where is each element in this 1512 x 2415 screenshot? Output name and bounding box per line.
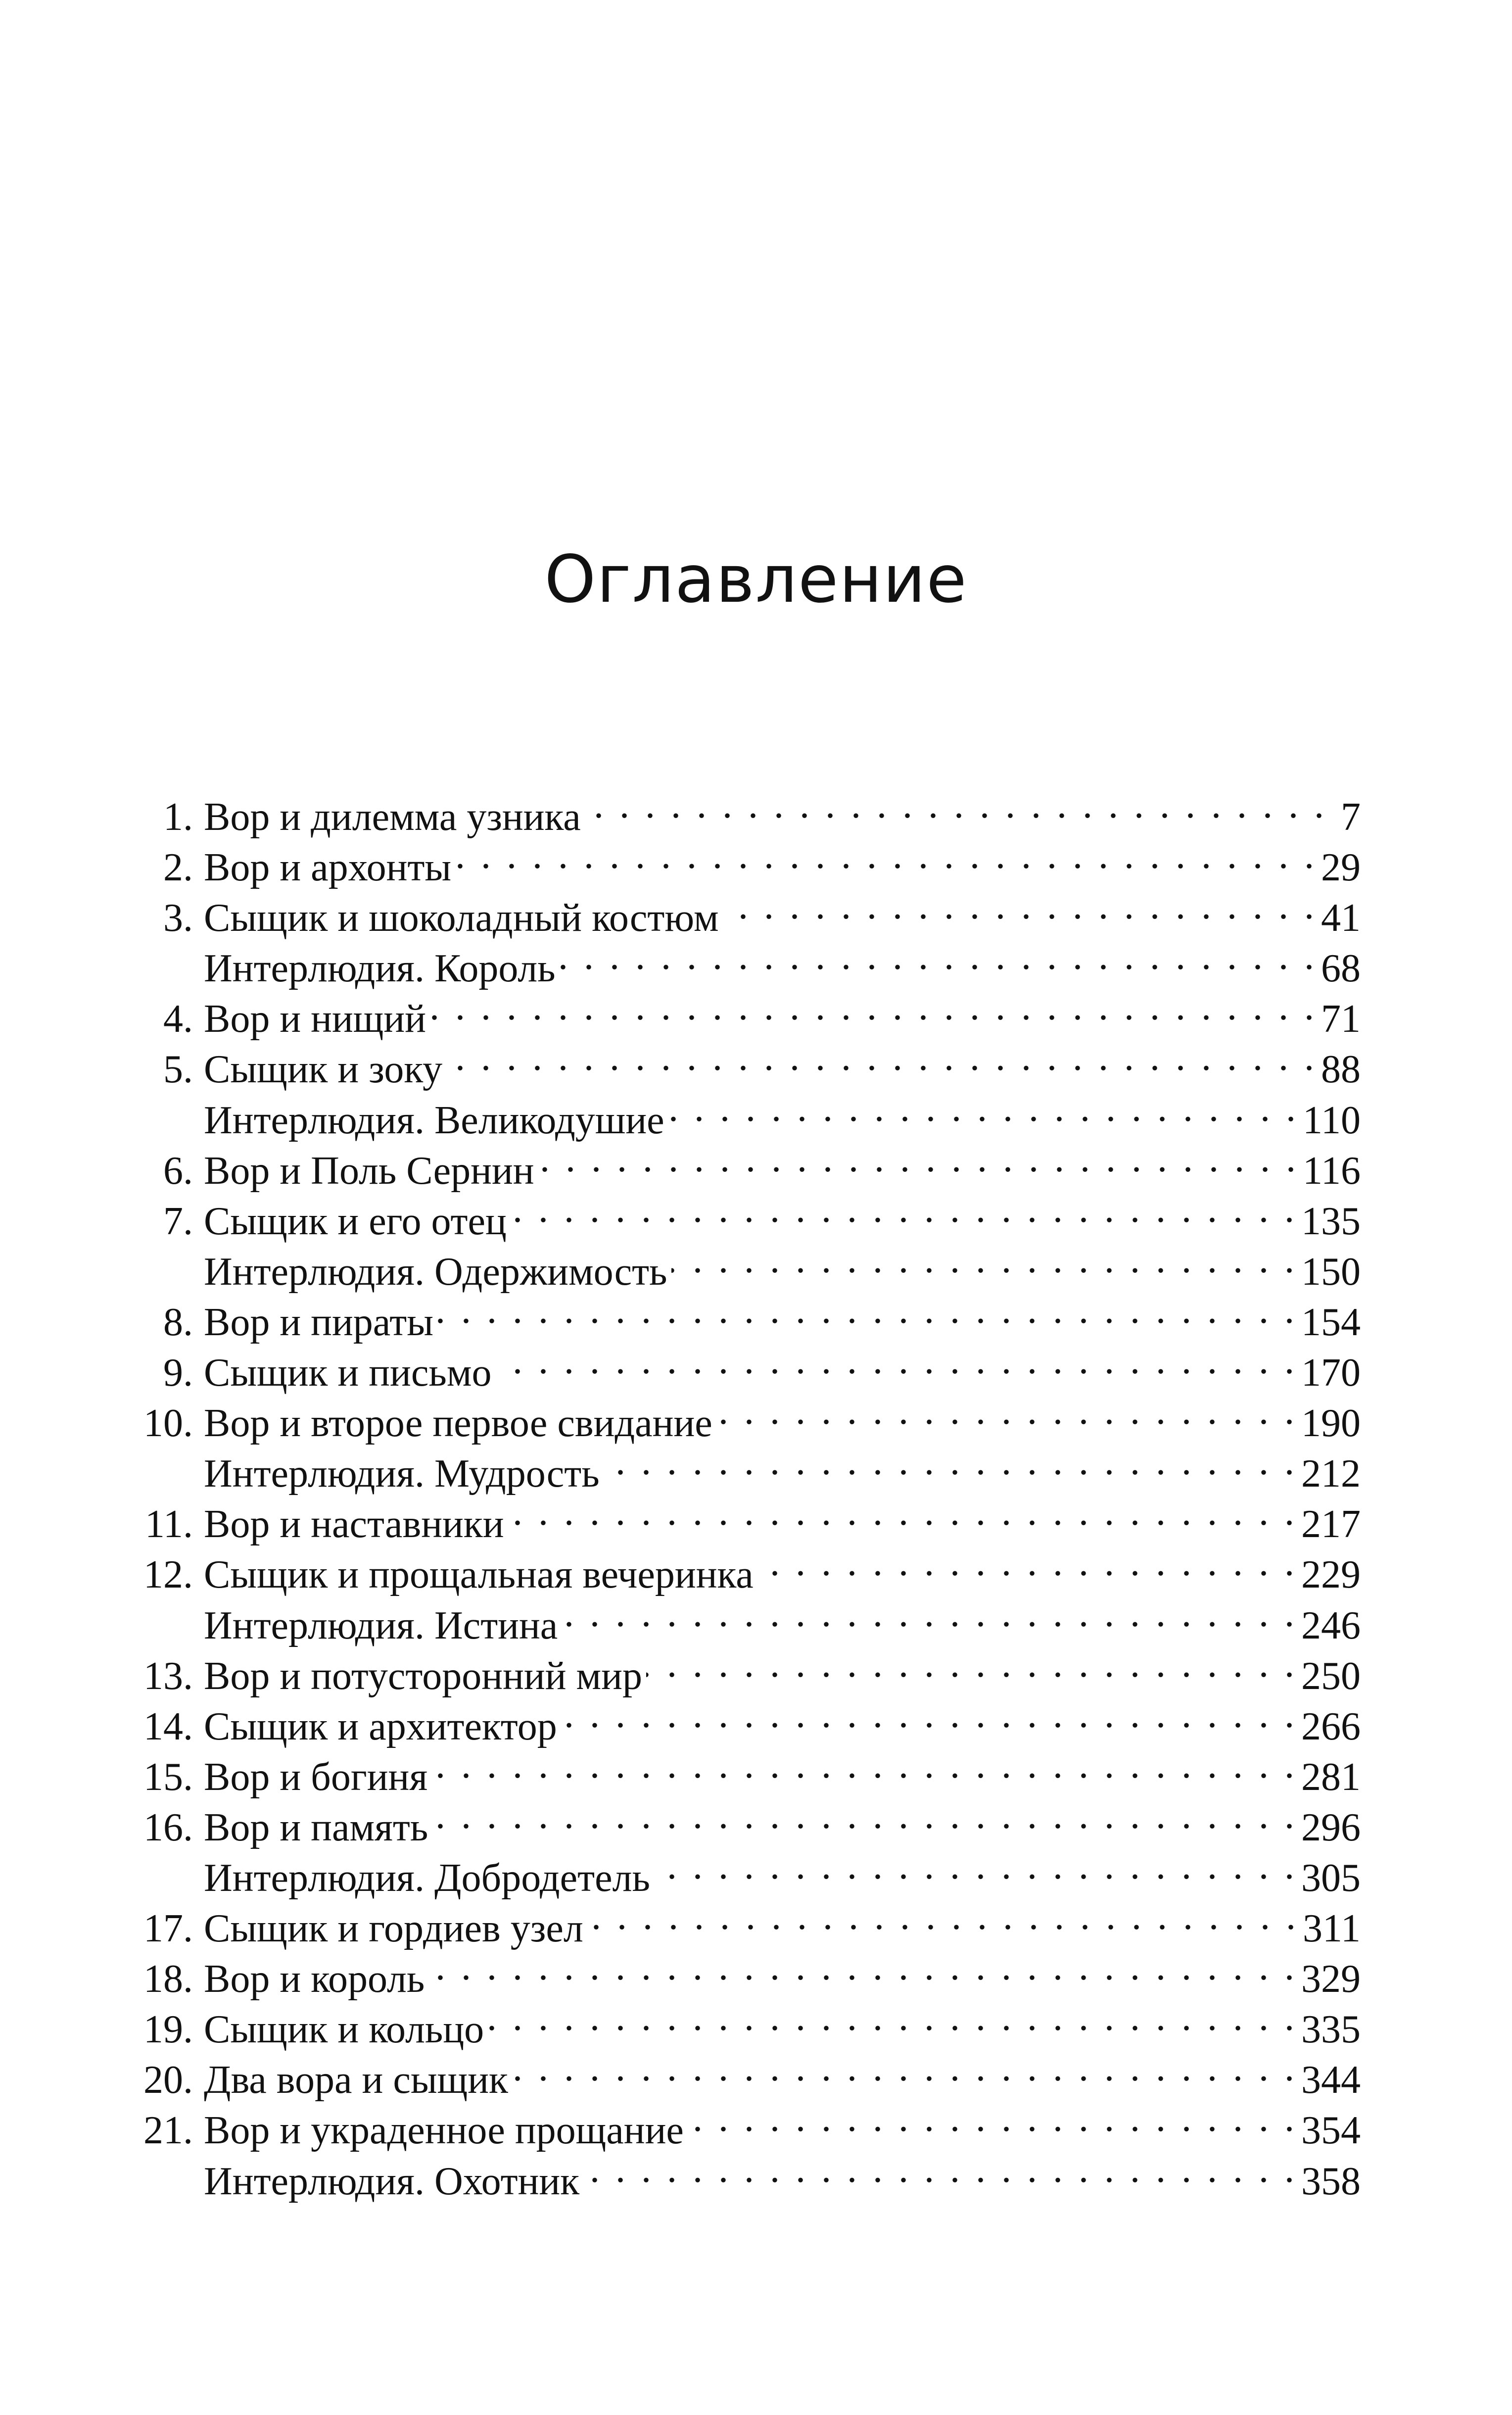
chapter-title: Вор и нищий	[204, 997, 426, 1041]
dot-leader	[428, 1941, 1297, 1992]
chapter-title: Вор и дилемма узника	[204, 795, 581, 839]
chapter-number: 14.	[143, 1704, 193, 1748]
chapter-title: Вор и второе первое свидание	[204, 1401, 712, 1446]
page-number: 88	[1321, 1048, 1361, 1092]
page-number: 150	[1301, 1250, 1361, 1294]
chapter-number: 21.	[143, 2109, 193, 2153]
dot-leader	[511, 1184, 1297, 1234]
chapter-number: 12.	[143, 1553, 193, 1597]
page-number: 250	[1301, 1654, 1361, 1698]
toc-entry-chapter	[121, 880, 1361, 940]
page-number: 354	[1301, 2109, 1361, 2153]
chapter-title: Интерлюдия. Добродетель	[204, 1856, 650, 1900]
toc-entry-interlude	[121, 1083, 1361, 1142]
toc-entry-chapter	[121, 1184, 1361, 1243]
dot-leader	[583, 2144, 1297, 2194]
page-number: 281	[1301, 1755, 1361, 1799]
dot-leader	[723, 880, 1317, 931]
chapter-title: Два вора и сыщик	[204, 2058, 508, 2102]
page-number: 358	[1301, 2159, 1361, 2203]
chapter-number: 8.	[163, 1300, 193, 1344]
chapter-title: Интерлюдия. Мудрость	[204, 1452, 600, 1496]
dot-leader	[757, 1537, 1297, 1588]
chapter-title: Вор и Поль Сернин	[204, 1149, 534, 1193]
page-number: 154	[1301, 1300, 1361, 1344]
dot-leader	[654, 1840, 1297, 1891]
chapter-number: 11.	[144, 1502, 193, 1546]
toc-entry-interlude	[121, 1436, 1361, 1496]
page-number: 229	[1301, 1553, 1361, 1597]
toc-entry-interlude	[121, 2144, 1361, 2203]
chapter-number: 17.	[143, 1907, 193, 1951]
chapter-title: Вор и богиня	[204, 1755, 428, 1799]
chapter-title: Вор и пираты	[204, 1300, 433, 1344]
chapter-title: Интерлюдия. Великодушие	[204, 1098, 664, 1142]
toc-entry-chapter	[121, 2042, 1361, 2102]
toc-entry-chapter	[121, 1386, 1361, 1446]
chapter-title: Вор и память	[204, 1805, 428, 1849]
chapter-title: Интерлюдия. Истина	[204, 1603, 558, 1647]
dot-leader	[560, 931, 1317, 981]
dot-leader	[437, 1285, 1297, 1335]
chapter-title: Вор и наставники	[204, 1502, 504, 1546]
dot-leader	[508, 1487, 1297, 1537]
chapter-number: 6.	[163, 1149, 193, 1193]
page-number: 7	[1341, 795, 1361, 839]
chapter-number: 13.	[143, 1654, 193, 1698]
toc-entry-interlude	[121, 1588, 1361, 1647]
chapter-title: Сыщик и прощальная вечеринка	[204, 1553, 754, 1597]
chapter-title: Сыщик и архитектор	[204, 1704, 557, 1748]
chapter-number: 3.	[163, 896, 193, 940]
page-number: 212	[1301, 1452, 1361, 1496]
toc-entry-chapter	[121, 2093, 1361, 2153]
page-number: 296	[1301, 1805, 1361, 1849]
dot-leader	[688, 2093, 1297, 2143]
dot-leader	[671, 1234, 1297, 1285]
page-number: 190	[1301, 1401, 1361, 1446]
dot-leader	[562, 1588, 1297, 1639]
toc-entry-chapter	[121, 1032, 1361, 1092]
toc-entry-interlude	[121, 931, 1361, 991]
chapter-number: 10.	[143, 1401, 193, 1446]
dot-leader	[587, 1891, 1299, 1941]
chapter-number: 20.	[143, 2058, 193, 2102]
dot-leader	[430, 981, 1317, 1032]
toc-entry-chapter	[121, 1335, 1361, 1395]
dot-leader	[455, 830, 1317, 880]
chapter-number: 2.	[163, 846, 193, 890]
chapter-title: Сыщик и шоколадный костюм	[204, 896, 719, 940]
toc-entry-chapter	[121, 1739, 1361, 1799]
chapter-title: Вор и украденное прощание	[204, 2109, 684, 2153]
page-number: 71	[1321, 997, 1361, 1041]
dot-leader	[585, 779, 1327, 830]
chapter-title: Интерлюдия. Одержимость	[204, 1250, 667, 1294]
chapter-number: 5.	[163, 1048, 193, 1092]
dot-leader	[446, 1032, 1317, 1082]
toc-entry-chapter	[121, 1891, 1361, 1951]
toc-entry-chapter	[121, 1639, 1361, 1698]
chapter-number: 19.	[143, 2008, 193, 2052]
page-number: 110	[1302, 1098, 1361, 1142]
chapter-title: Сыщик и зоку	[204, 1048, 443, 1092]
chapter-title: Интерлюдия. Король	[204, 947, 556, 991]
toc-entry-interlude	[121, 1234, 1361, 1294]
toc-entry-interlude	[121, 1840, 1361, 1900]
page-number: 135	[1301, 1199, 1361, 1243]
toc-entry-chapter	[121, 1133, 1361, 1193]
page-number: 335	[1301, 2008, 1361, 2052]
chapter-number: 1.	[163, 795, 193, 839]
dot-leader	[604, 1436, 1297, 1487]
toc-entry-chapter	[121, 1941, 1361, 2001]
toc-entry-chapter	[121, 779, 1361, 839]
dot-leader	[512, 2042, 1297, 2093]
chapter-number: 7.	[163, 1199, 193, 1243]
chapter-number: 15.	[143, 1755, 193, 1799]
dot-leader	[646, 1639, 1297, 1689]
page-number: 29	[1321, 846, 1361, 890]
dot-leader	[561, 1689, 1297, 1739]
dot-leader	[432, 1790, 1297, 1840]
chapter-number: 9.	[163, 1351, 193, 1395]
chapter-title: Вор и архонты	[204, 846, 452, 890]
toc-entry-chapter	[121, 830, 1361, 890]
toc-entry-chapter	[121, 1790, 1361, 1849]
toc-entry-chapter	[121, 981, 1361, 1041]
toc-entry-chapter	[121, 1689, 1361, 1748]
dot-leader	[538, 1133, 1299, 1184]
page-number: 266	[1301, 1704, 1361, 1748]
page-number: 41	[1321, 896, 1361, 940]
chapter-title: Вор и потусторонний мир	[204, 1654, 642, 1698]
page-number: 217	[1301, 1502, 1361, 1546]
page-number: 344	[1301, 2058, 1361, 2102]
dot-leader	[431, 1739, 1297, 1790]
dot-leader	[495, 1335, 1297, 1386]
page-number: 329	[1301, 1957, 1361, 2001]
table-of-contents	[121, 779, 1361, 2203]
page-number: 305	[1301, 1856, 1361, 1900]
page-number: 68	[1321, 947, 1361, 991]
chapter-title: Сыщик и письмо	[204, 1351, 492, 1395]
chapter-title: Сыщик и гордиев узел	[204, 1907, 583, 1951]
page-title: Оглавление	[544, 541, 968, 618]
chapter-title: Интерлюдия. Охотник	[204, 2159, 580, 2203]
dot-leader	[716, 1386, 1297, 1436]
chapter-title: Сыщик и его отец	[204, 1199, 507, 1243]
chapter-number: 4.	[163, 997, 193, 1041]
toc-entry-chapter	[121, 1537, 1361, 1597]
chapter-title: Вор и король	[204, 1957, 425, 2001]
page-number: 311	[1302, 1907, 1361, 1951]
chapter-number: 16.	[143, 1805, 193, 1849]
toc-entry-chapter	[121, 1992, 1361, 2052]
toc-entry-chapter	[121, 1487, 1361, 1546]
chapter-title: Сыщик и кольцо	[204, 2008, 484, 2052]
chapter-number: 18.	[143, 1957, 193, 2001]
toc-entry-chapter	[121, 1285, 1361, 1344]
page-number: 170	[1301, 1351, 1361, 1395]
page-number: 246	[1301, 1603, 1361, 1647]
dot-leader	[668, 1083, 1299, 1133]
dot-leader	[488, 1992, 1297, 2042]
page-number: 116	[1302, 1149, 1361, 1193]
